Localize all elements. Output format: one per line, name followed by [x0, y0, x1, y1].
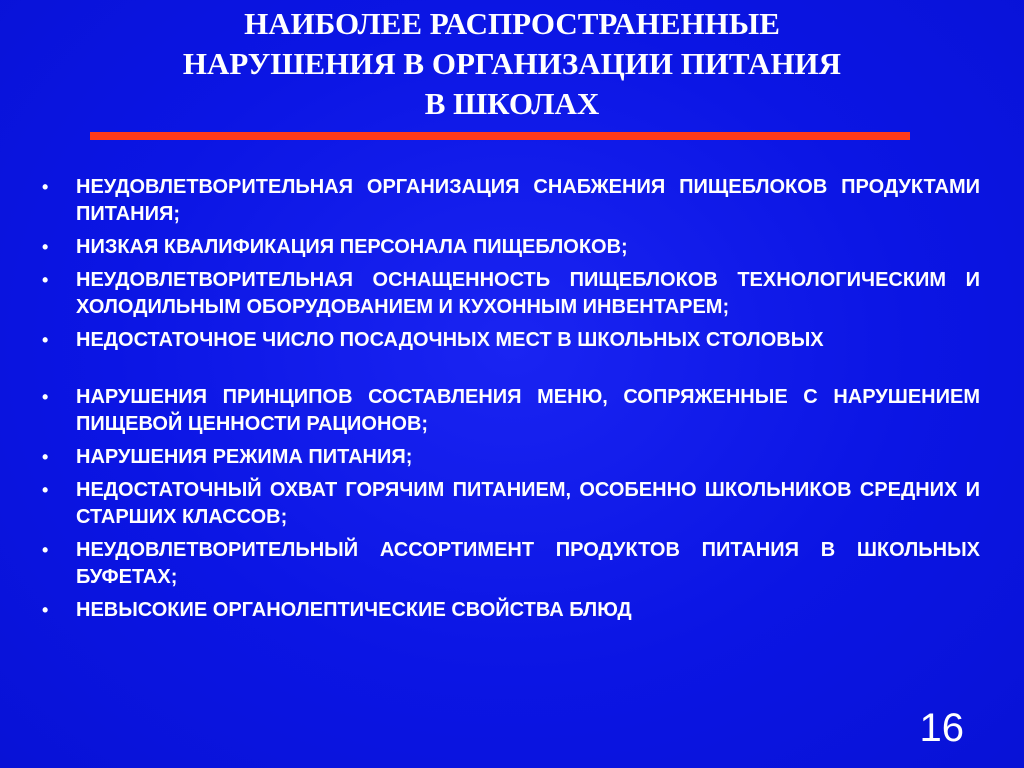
bullet-marker: • — [42, 447, 49, 467]
bullet-marker: • — [42, 237, 49, 257]
page-number: 16 — [919, 706, 964, 750]
bullet-item — [36, 537, 980, 591]
bullet-item — [36, 384, 980, 438]
bullet-marker: • — [42, 270, 49, 290]
bullet-text: НЕУДОВЛЕТВОРИТЕЛЬНАЯ ОРГАНИЗАЦИЯ СНАБЖЕНИЯ ПИЩЕБЛОКОВ ПРОДУКТАМИ ПИТАНИЯ; — [76, 176, 980, 225]
title-underline — [90, 132, 910, 140]
bullet-item — [36, 597, 980, 624]
bullet-text: НЕУДОВЛЕТВОРИТЕЛЬНЫЙ АССОРТИМЕНТ ПРОДУКТОВ ПИТАНИЯ В ШКОЛЬНЫХ БУФЕТАХ; — [76, 539, 980, 588]
bullet-text: НЕДОСТАТОЧНЫЙ ОХВАТ ГОРЯЧИМ ПИТАНИЕМ, ОСОБЕННО ШКОЛЬНИКОВ СРЕДНИХ И СТАРШИХ КЛАССОВ; — [76, 479, 980, 528]
bullet-marker: • — [42, 600, 49, 620]
bullet-text: НЕДОСТАТОЧНОЕ ЧИСЛО ПОСАДОЧНЫХ МЕСТ В ШКОЛЬНЫХ СТОЛОВЫХ — [76, 329, 824, 351]
title-line-3: В ШКОЛАХ — [424, 86, 600, 121]
bullet-text: НЕВЫСОКИЕ ОРГАНОЛЕПТИЧЕСКИЕ СВОЙСТВА БЛЮД — [76, 599, 632, 621]
bullet-text: НЕУДОВЛЕТВОРИТЕЛЬНАЯ ОСНАЩЕННОСТЬ ПИЩЕБЛОКОВ ТЕХНОЛОГИЧЕСКИМ И ХОЛОДИЛЬНЫМ ОБОРУДОВАНИЕМ И КУХОННЫМ ИНВЕНТАРЕМ; — [76, 269, 980, 318]
bullet-marker: • — [42, 540, 49, 560]
bullet-text: НАРУШЕНИЯ РЕЖИМА ПИТАНИЯ; — [76, 446, 413, 468]
title-line-2: НАРУШЕНИЯ В ОРГАНИЗАЦИИ ПИТАНИЯ — [182, 46, 842, 81]
bullet-item — [36, 327, 980, 354]
bullet-item — [36, 174, 980, 228]
bullet-marker: • — [42, 387, 49, 407]
bullet-marker: • — [42, 330, 49, 350]
bullet-marker: • — [42, 480, 49, 500]
bullet-list — [36, 174, 980, 630]
bullet-marker: • — [42, 177, 49, 197]
title-line-1: НАИБОЛЕЕ РАСПРОСТРАНЕННЫЕ — [244, 6, 780, 41]
bullet-text: НИЗКАЯ КВАЛИФИКАЦИЯ ПЕРСОНАЛА ПИЩЕБЛОКОВ; — [76, 236, 628, 258]
bullet-item — [36, 444, 980, 471]
bullet-item — [36, 477, 980, 531]
bullet-item — [36, 234, 980, 261]
slide-title — [60, 4, 964, 124]
bullet-text: НАРУШЕНИЯ ПРИНЦИПОВ СОСТАВЛЕНИЯ МЕНЮ, СОПРЯЖЕННЫЕ С НАРУШЕНИЕМ ПИЩЕВОЙ ЦЕННОСТИ РАЦИОНОВ; — [76, 386, 980, 435]
bullet-item — [36, 267, 980, 321]
